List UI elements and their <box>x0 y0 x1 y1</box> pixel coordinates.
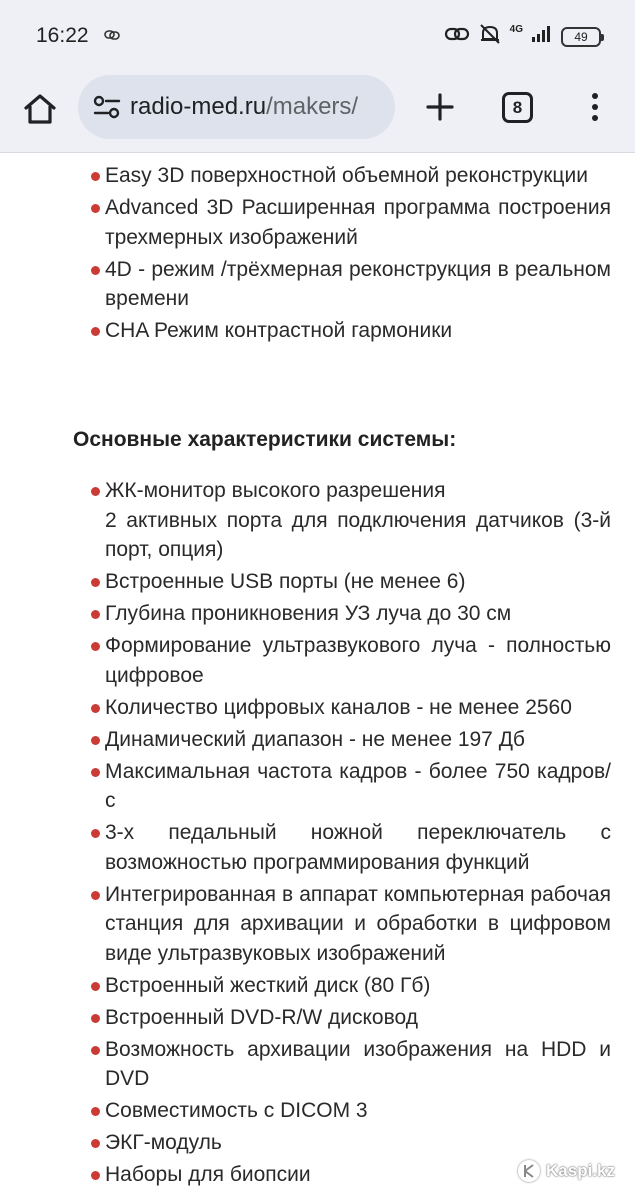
tab-switcher-button[interactable]: 8 <box>502 92 533 123</box>
list-item: Количество цифровых каналов - не менее 2560 <box>0 693 635 723</box>
list-item: 4D - режим /трёхмерная реконструкция в реальном времени <box>0 255 635 314</box>
list-item: Совместимость с DICOM 3 <box>0 1096 635 1126</box>
bullet-icon <box>91 266 100 275</box>
list-item: Встроенный жесткий диск (80 Гб) <box>0 971 635 1001</box>
section-heading: Основные характеристики системы: <box>73 428 457 451</box>
home-icon <box>23 93 57 125</box>
hotspot-icon <box>444 24 470 49</box>
watermark-text: Kaspi.kz <box>546 1161 615 1180</box>
bullet-icon <box>91 610 100 619</box>
bullet-icon <box>91 1171 100 1180</box>
site-settings-icon[interactable] <box>92 92 122 122</box>
url-text <box>130 93 358 121</box>
battery-indicator: 49 <box>561 27 601 47</box>
url-path: /makers/ <box>266 93 359 120</box>
list-item: CHA Режим контрастной гармоники <box>0 316 635 346</box>
bullet-icon <box>91 172 100 181</box>
bullet-icon <box>91 1046 100 1055</box>
menu-dot <box>592 115 598 121</box>
bullet-icon <box>91 704 100 713</box>
list-item: ЭКГ-модуль <box>0 1128 635 1158</box>
list-item: Динамический диапазон - не менее 197 Дб <box>0 725 635 755</box>
bullet-icon <box>91 578 100 587</box>
list-item: Наборы для биопсии <box>0 1160 635 1190</box>
status-time: 16:22 <box>36 24 89 47</box>
system-features-list <box>0 476 635 1192</box>
plus-icon <box>426 93 454 121</box>
bullet-icon <box>91 1014 100 1023</box>
list-item: Возможность архивации изображения на HDD и DVD <box>0 1035 635 1094</box>
home-button[interactable] <box>20 89 60 129</box>
list-item: Интегрированная в аппарат компьютерная рабочая станция для архивации и обработки в цифровом виде ультразвуковых изображений <box>0 880 635 969</box>
list-item: 3-х педальный ножной переключатель с возможностью программирования функций <box>0 818 635 877</box>
bullet-icon <box>91 642 100 651</box>
menu-dot <box>592 93 598 99</box>
list-item: Встроенные USB порты (не менее 6) <box>0 567 635 597</box>
bullet-icon <box>91 1107 100 1116</box>
kaspi-logo-icon <box>518 1160 540 1182</box>
url-host: radio-med.ru <box>130 93 267 120</box>
bullet-icon <box>91 327 100 336</box>
status-bar <box>0 0 635 75</box>
bullet-icon <box>91 736 100 745</box>
browser-toolbar <box>0 75 635 153</box>
more-menu-button[interactable] <box>580 87 610 127</box>
bullet-icon <box>91 487 100 496</box>
list-item: Глубина проникновения УЗ луча до 30 см <box>0 599 635 629</box>
list-item: Advanced 3D Расширенная программа построения трехмерных изображений <box>0 193 635 252</box>
status-icons <box>444 23 601 50</box>
page-content <box>0 154 635 1200</box>
list-item: Максимальная частота кадров - более 750 кадров/с <box>0 757 635 816</box>
list-item: Встроенный DVD-R/W дисковод <box>0 1003 635 1033</box>
feature-list-top <box>0 161 635 348</box>
bullet-icon <box>91 982 100 991</box>
bullet-icon <box>91 768 100 777</box>
link-icon <box>104 28 120 46</box>
kaspi-watermark <box>518 1160 615 1182</box>
menu-dot <box>592 104 598 110</box>
list-item: Easy 3D поверхностной объемной реконструкции <box>0 161 635 191</box>
network-type: 4G <box>509 24 523 35</box>
bullet-icon <box>91 204 100 213</box>
bullet-icon <box>91 891 100 900</box>
list-item: ЖК-монитор высокого разрешения 2 активных порта для подключения датчиков (3-й порт, опция) <box>0 476 635 565</box>
address-bar[interactable] <box>78 75 395 139</box>
bullet-icon <box>91 829 100 838</box>
bullet-icon <box>91 1139 100 1148</box>
list-item: Формирование ультразвукового луча - полностью цифровое <box>0 631 635 690</box>
signal-icon <box>531 25 553 48</box>
new-tab-button[interactable] <box>420 87 460 127</box>
mute-bell-icon <box>478 23 502 50</box>
